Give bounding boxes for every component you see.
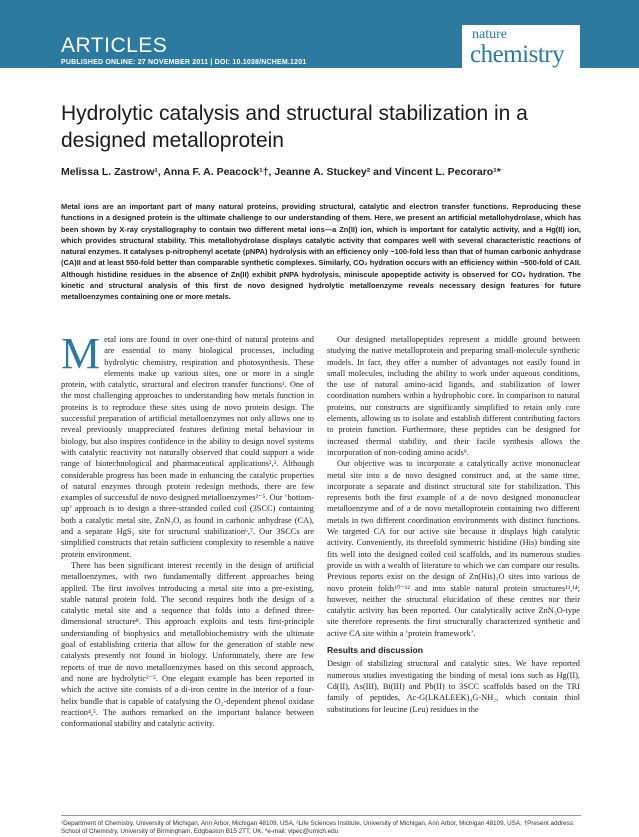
logo-nature: nature (472, 27, 507, 42)
body-column-right (327, 334, 580, 715)
drop-cap: M (61, 329, 101, 378)
journal-logo (462, 25, 580, 81)
paragraph: There has been significant interest recently in the design of artificial metalloenzymes, with two fundamentally different approaches being applied. The first involves introducing a metal site into a pre-existing, stable natural protein fold. The second requires both the design of a catalytic metal site and a sequence that folds into a defined three-dimensional structure⁸. This approach exploits and tests first-principle understanding of biophysics and metallobiochemistry with the ultimate goal of establishing criteria that allow for the generation of stable new catalysts presently not found in biology. Unfortunately, there are few reports of true de novo metalloenzymes based on this second approach, and none are hydrolytic²⁻⁵. One elegant example has been reported in which the active site consists of a di-iron centre in the interior of a four-helix bundle that is capable of catalysing the O₂-dependent phenol oxidase reaction⁴,⁵. The authors remarked on the important balance between conformational stability and catalytic activity. (61, 560, 314, 729)
logo-chemistry: chemistry (470, 41, 565, 68)
paragraph-intro (61, 329, 314, 560)
article-title: Hydrolytic catalysis and structural stabilization in a designed metalloprotein (61, 102, 528, 152)
paragraph-intro-text: etal ions are found in over one-third of natural proteins and are essential to many biological processes, including hydrolytic chemistry, respiration and photosynthesis. These elements make up various sites, one or more in a single protein, with catalytic, structural and electron transfer functions¹. One of the most challenging approaches to understanding how metals function in proteins is to reproduce these sites using de novo protein design. The successful preparation of artificial metalloenzymes not only allows one to reveal previously unappreciated features defining metal behaviour in biology, but also inspires confidence in the ability to design novel systems with catalytic reactivity not naturally observed that could support a wide range of biotechnological and pharmaceutical applications²,³. Although considerable progress has been made in enhancing the catalytic properties of natural enzymes through protein redesign methods, there are few examples of successful de novo designed metalloenzymes²⁻⁵. Our ‘bottom-up’ approach is to design a three-stranded coiled coil (3SCC) containing both a catalytic metal site, ZnN₃O, as found in carbonic anhydrase (CA), and a separate HgS₃ site for structural stabilization⁶,⁷. Our 3SCCs are simplified constructs that retain sufficient complexity to resemble a native protein environment. (61, 335, 314, 559)
author-list: Melissa L. Zastrow¹, Anna F. A. Peacock¹†, Jeanne A. Stuckey² and Vincent L. Pecoraro¹* (61, 166, 501, 178)
body-column-left (61, 329, 314, 729)
paragraph: Design of stabilizing structural and catalytic sites. We have reported numerous studies investigating the binding of metal ions such as Hg(II), Cd(II), As(III), Bi(III) and Pb(II) to 3SCC scaffolds based on the TRI family of peptides, Ac-G(LKALEEK)₄G-NH₂, which contain thiol substitutions for leucine (Leu) residues in the (327, 659, 580, 714)
section-label: ARTICLES (61, 34, 168, 57)
section-heading: Results and discussion (327, 645, 423, 656)
paragraph: Our designed metallopeptides represent a middle ground between studying the native metalloprotein and preparing small-molecule synthetic models. In fact, they offer a number of advantages not easily found in small molecules, including the ability to work under aqueous conditions, the use of natural amino-acid ligands, and stabilization of lower coordination numbers within a hydrophobic core. In comparison to natural proteins, our constructs are significantly simplified to retain only core elements, allowing us to isolate and establish different contributing factors to protein function. Furthermore, these peptides can be designed for increased thermal stability, and their facile synthesis allows the incorporation of non-coding amino acids⁹. (327, 335, 580, 457)
paragraph: Our objective was to incorporate a catalytically active mononuclear metal site into a de novo designed construct and, at the same time, incorporate a separate and distinct structural site for stabilization. This represents both the first example of a de novo designed mononuclear metalloenzyme and of a de novo metalloprotein containing two different metals in two different coordination environments with distinct functions. We targeted CA for our active site because it displays high catalytic activity. Conveniently, its threefold symmetric histidine (His) binding site fits well into the designed coiled coil scaffolds, and its numerous studies provide us with a wealth of literature to which we can compare our results. Previous reports exist on the design of Zn(His)₃O sites into various de novo protein folds¹⁰⁻¹² and into stable natural protein structures¹³,¹⁴; however, neither the structural elucidation of these centres nor their catalytic activity has been reported. Our catalytically active ZnN₃O-type site therefore represents the first structurally characterized synthetic and active CA site within a ‘protein framework’. (327, 459, 580, 638)
publication-info: PUBLISHED ONLINE: 27 NOVEMBER 2011 | DOI: 10.1038/NCHEM.1201 (61, 59, 307, 66)
footnote-divider (61, 815, 581, 816)
footnotes: ¹Department of Chemistry, University of Michigan, Ann Arbor, Michigan 48109, USA, ²Life Sciences Institute, University of Michigan, Ann Arbor, Michigan 48109, USA, †Present address: School of Chemistry, University of Birmingham, Edgbaston B15 2TT, UK. *e-mail: vlpec@umich.edu (61, 820, 575, 836)
abstract: Metal ions are an important part of many natural proteins, providing structural, catalytic and electron transfer functions. Reproducing these functions in a designed protein is the ultimate challenge to our understanding of them. Here, we present an artificial metallohydrolase, which has been shown by X-ray crystallography to contain two different metal ions—a Zn(II) ion, which is important for catalytic activity, and a Hg(II) ion, which provides structural stability. This metallohydrolase displays catalytic activity that compares well with several characteristic reactions of natural enzymes. It catalyses p-nitrophenyl acetate (pNPA) hydrolysis with an efficiency only ~100-fold less than that of human carbonic anhydrase (CA)II and at least 550-fold better than comparable synthetic complexes. Similarly, CO₂ hydration occurs with an efficiency within ~500-fold of CAII. Although histidine residues in the absence of Zn(II) exhibit pNPA hydrolysis, miniscule apopeptide activity is observed for CO₂ hydration. The kinetic and structural analysis of this first de novo designed hydrolytic metalloenzyme reveals necessary design features for future metalloenzymes containing one or more metals. (61, 202, 582, 302)
